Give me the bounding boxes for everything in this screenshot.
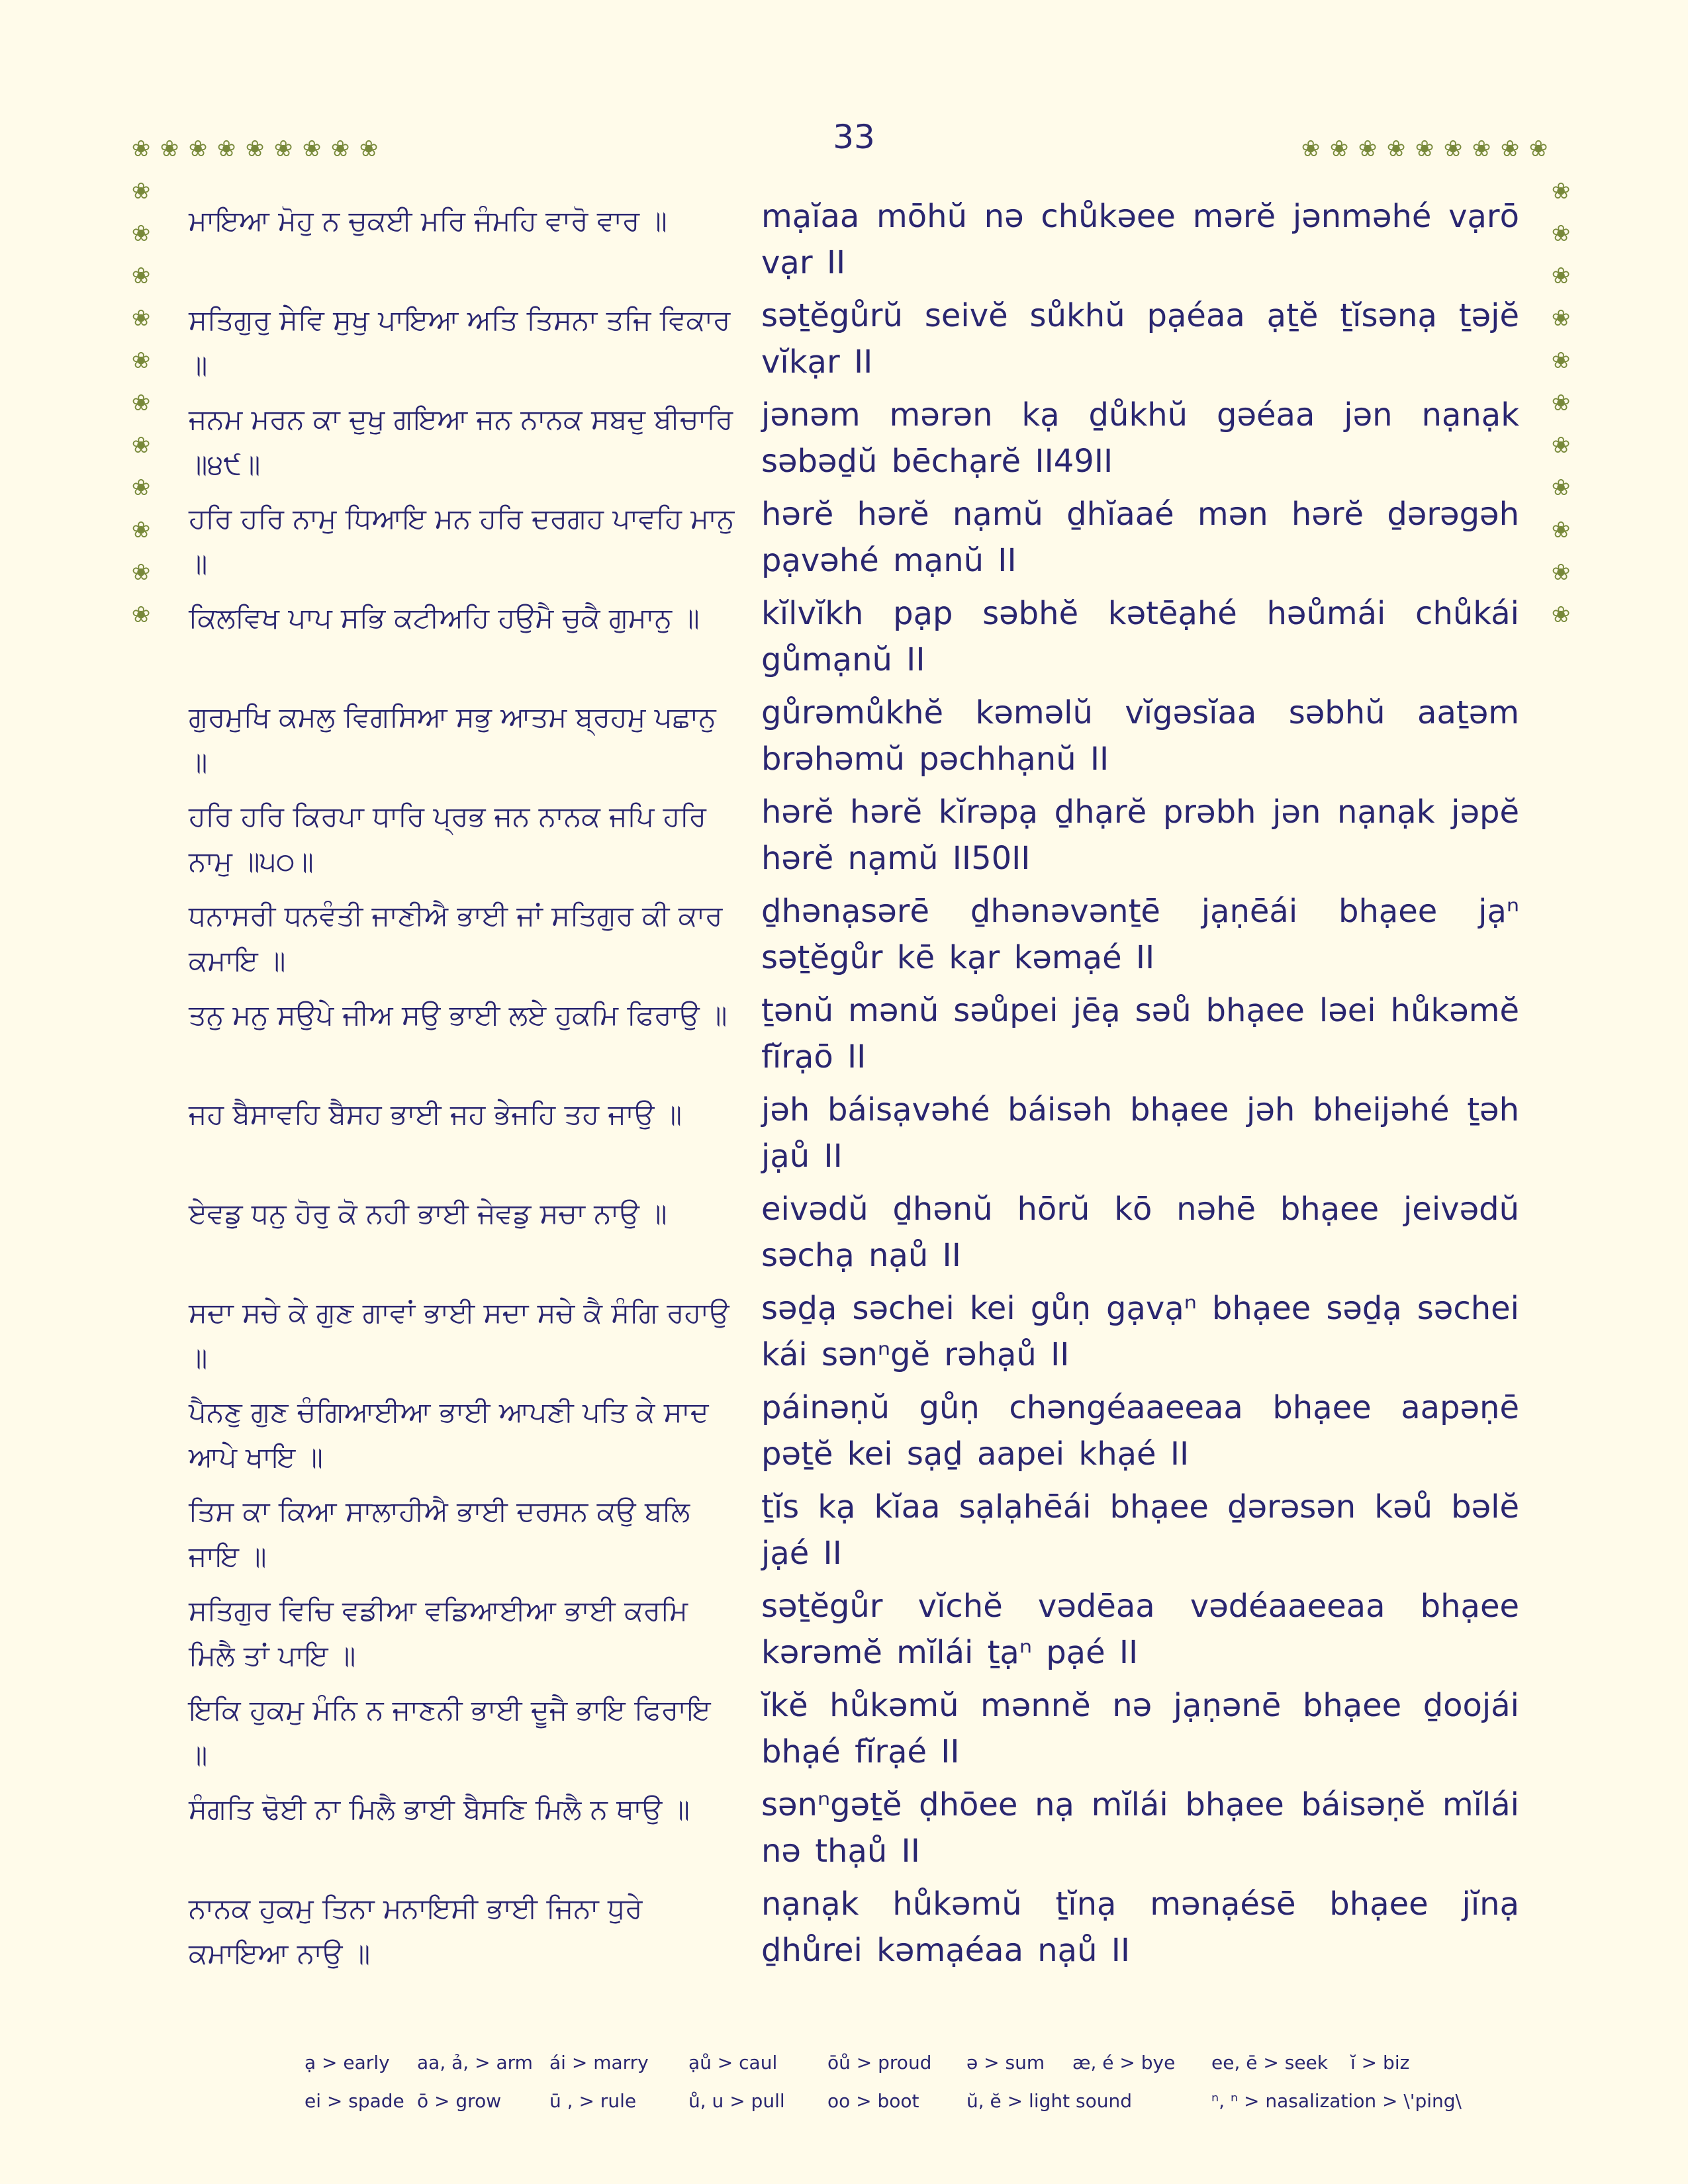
- flower-icon: ❀: [1551, 347, 1571, 374]
- flower-icon: ❀: [1551, 220, 1571, 247]
- flower-icon: ❀: [1472, 136, 1491, 162]
- flower-icon: ❀: [131, 178, 151, 205]
- transliteration-text: hərĕ hərĕ kĭrəpạ ḏhạrĕ prəbh jən nạnạk jəpĕ hərĕ nạmŭ II50II: [761, 794, 1519, 877]
- legend-item: ů, u > pull: [688, 2089, 785, 2112]
- gurmukhi-text: ਜਨਮ ਮਰਨ ਕਾ ਦੁਖੁ ਗਇਆ ਜਨ ਨਾਨਕ ਸਬਦੁ ਬੀਚਾਰਿ ॥੪੯॥: [189, 403, 733, 480]
- flower-icon: ❀: [1551, 559, 1571, 586]
- gurmukhi-text: ਪੈਨਣੁ ਗੁਣ ਚੰਗਿਆਈਆ ਭਾਈ ਆਪਣੀ ਪਤਿ ਕੇ ਸਾਦ ਆਪੇ ਖਾਇ ॥: [189, 1396, 709, 1473]
- verse-row: [189, 987, 1519, 1087]
- transliteration-text: səṯĕgůr vĭchĕ vədēaa vədéaaeeaa bhạee kərəmĕ mĭlái ṯạⁿ pạé II: [761, 1588, 1519, 1671]
- flower-icon: ❀: [359, 136, 379, 162]
- flower-icon: ❀: [188, 136, 208, 162]
- verse-row: [189, 392, 1519, 491]
- legend-item: oo > boot: [827, 2089, 919, 2112]
- flower-icon: ❀: [1551, 602, 1571, 628]
- flower-icon: ❀: [131, 347, 151, 374]
- page-number: 33: [833, 118, 875, 156]
- flower-icon: ❀: [131, 305, 151, 332]
- verse-row: [189, 1285, 1519, 1385]
- transliteration-text: nạnạk hůkəmŭ ṯĭnạ mənạésē bhạee jĭnạ ḏhůrei kəmạéaa nạů II: [761, 1886, 1519, 1969]
- verse-row: [189, 888, 1519, 987]
- flower-icon: ❀: [330, 136, 350, 162]
- gurmukhi-text: ਧਨਾਸਰੀ ਧਨਵੰਤੀ ਜਾਣੀਐ ਭਾਈ ਜਾਂ ਸਤਿਗੁਰ ਕੀ ਕਾਰ ਕਮਾਇ ॥: [189, 899, 723, 977]
- flower-icon: ❀: [131, 390, 151, 416]
- transliteration-text: sənⁿgəṯĕ ḍhōee nạ mĭlái bhạee báisəṇĕ mĭlái nə thạů II: [761, 1786, 1519, 1870]
- gurmukhi-text: ਜਹ ਬੈਸਾਵਹਿ ਬੈਸਹ ਭਾਈ ਜਹ ਭੇਜਹਿ ਤਹ ਜਾਉ ॥: [189, 1098, 682, 1130]
- gurmukhi-text: ਸਦਾ ਸਚੇ ਕੇ ਗੁਣ ਗਾਵਾਂ ਭਾਈ ਸਦਾ ਸਚੇ ਕੈ ਸੰਗਿ ਰਹਾਉ ॥: [189, 1297, 729, 1374]
- legend-item: ŭ, ĕ > light sound: [966, 2089, 1132, 2112]
- transliteration-text: ḏhənạsərē ḏhənəvənṯē jạṇēái bhạee jạⁿ səṯĕgůr kē kạr kəmạé II: [761, 893, 1519, 976]
- gurmukhi-text: ਗੁਰਮੁਖਿ ਕਮਲੁ ਵਿਗਸਿਆ ਸਭੁ ਆਤਮ ਬ੍ਰਹਮੁ ਪਛਾਨੁ ॥: [189, 701, 716, 778]
- verse-row: [189, 1087, 1519, 1186]
- transliteration-text: kĭlvĭkh pạp səbhĕ kətēạhé həůmái chůkái gůmạnŭ II: [761, 595, 1519, 678]
- legend-item: ōů > proud: [827, 2051, 932, 2073]
- gurmukhi-text: ਹਰਿ ਹਰਿ ਨਾਮੁ ਧਿਆਇ ਮਨ ਹਰਿ ਦਰਗਹ ਪਾਵਹਿ ਮਾਨੁ ॥: [189, 502, 735, 580]
- gurmukhi-text: ਏਵਡੁ ਧਨੁ ਹੋਰੁ ਕੋ ਨਹੀ ਭਾਈ ਜੇਵਡੁ ਸਚਾ ਨਾਉ ॥: [189, 1197, 667, 1230]
- legend-item: ĭ > biz: [1350, 2051, 1410, 2073]
- transliteration-text: səṯĕgůrŭ seivĕ sůkhŭ pạéaa ạṯĕ ṯĭsənạ ṯəjĕ vĭkạr II: [761, 297, 1519, 381]
- gurmukhi-text: ਇਕਿ ਹੁਕਮੁ ਮੰਨਿ ਨ ਜਾਣਨੀ ਭਾਈ ਦੂਜੈ ਭਾਇ ਫਿਰਾਇ ॥: [189, 1694, 711, 1771]
- verse-row: [189, 1881, 1519, 1980]
- flower-icon: ❀: [1500, 136, 1520, 162]
- transliteration-text: páinəṇŭ gůṇ chəngéaaeeaa bhạee aapəṇē pəṯĕ kei sạḏ aapei khạé II: [761, 1389, 1519, 1473]
- verse-row: [189, 293, 1519, 392]
- transliteration-text: ṯənŭ mənŭ səůpei jēạ səů bhạee ləei hůkəmĕ fĭrạō II: [761, 992, 1519, 1075]
- gurmukhi-text: ਮਾਇਆ ਮੋਹੁ ਨ ਚੁਕਈ ਮਰਿ ਜੰਮਹਿ ਵਾਰੋ ਵਾਰ ॥: [189, 205, 667, 237]
- transliteration-text: ĭkĕ hůkəmŭ mənnĕ nə jạṇənē bhạee ḏoojái bhạé fĭrạé II: [761, 1687, 1519, 1770]
- legend-item: ạů > caul: [688, 2051, 778, 2073]
- verse-row: [189, 193, 1519, 293]
- gurmukhi-text: ਕਿਲਵਿਖ ਪਾਪ ਸਭਿ ਕਟੀਅਹਿ ਹਉਮੈ ਚੁਕੈ ਗੁਮਾਨੁ ॥: [189, 602, 700, 634]
- legend-item: aa, ả, > arm: [417, 2051, 533, 2073]
- flower-icon: ❀: [216, 136, 236, 162]
- gurmukhi-text: ਸਤਿਗੁਰੁ ਸੇਵਿ ਸੁਖੁ ਪਾਇਆ ਅਤਿ ਤਿਸਨਾ ਤਜਿ ਵਿਕਾਰ ॥: [189, 304, 731, 381]
- flower-icon: ❀: [131, 220, 151, 247]
- transliteration-text: səḏạ səchei kei gůṇ gạvạⁿ bhạee səḏạ səchei kái sənⁿgĕ rəhạů II: [761, 1290, 1519, 1373]
- flower-icon: ❀: [131, 432, 151, 459]
- legend-row-2: [305, 2081, 1462, 2120]
- flower-icon: ❀: [1301, 136, 1321, 162]
- legend-item: æ, é > bye: [1072, 2051, 1176, 2073]
- verse-row: [189, 1186, 1519, 1285]
- flower-icon: ❀: [273, 136, 293, 162]
- pronunciation-legend: [305, 2043, 1462, 2120]
- flower-icon: ❀: [131, 263, 151, 289]
- legend-item: ū , > rule: [549, 2089, 637, 2112]
- verse-list: [189, 193, 1519, 1980]
- flower-icon: ❀: [1415, 136, 1434, 162]
- verse-row: [189, 1782, 1519, 1881]
- verse-row: [189, 1484, 1519, 1583]
- gurmukhi-text: ਸੰਗਤਿ ਢੋਈ ਨਾ ਮਿਲੈ ਭਾਈ ਬੈਸਣਿ ਮਿਲੈ ਨ ਥਾਉ ॥: [189, 1793, 690, 1825]
- flower-icon: ❀: [131, 602, 151, 628]
- transliteration-text: eivədŭ ḏhənŭ hōrŭ kō nəhē bhạee jeivədŭ səchạ nạů II: [761, 1191, 1519, 1274]
- transliteration-text: jənəm mərən kạ ḏůkhŭ gəéaa jən nạnạk səbəḏŭ bēchạrĕ II49II: [761, 396, 1519, 480]
- legend-item: ō > grow: [417, 2089, 502, 2112]
- verse-row: [189, 690, 1519, 789]
- verse-row: [189, 491, 1519, 590]
- flower-icon: ❀: [1551, 263, 1571, 289]
- flower-icon: ❀: [1329, 136, 1349, 162]
- gurmukhi-text: ਤਨੁ ਮਨੁ ਸਉਪੇ ਜੀਅ ਸਉ ਭਾਈ ਲਏ ਹੁਕਮਿ ਫਿਰਾਉ ॥: [189, 999, 727, 1031]
- flower-icon: ❀: [131, 475, 151, 501]
- transliteration-text: gůrəmůkhĕ kəməlŭ vĭgəsĭaa səbhŭ aaṯəm brəhəmŭ pəchhạnŭ II: [761, 694, 1519, 778]
- gurmukhi-text: ਹਰਿ ਹਰਿ ਕਿਰਪਾ ਧਾਰਿ ਪ੍ਰਭ ਜਨ ਨਾਨਕ ਜਪਿ ਹਰਿ ਨਾਮੁ ॥੫੦॥: [189, 800, 706, 878]
- flower-icon: ❀: [1551, 432, 1571, 459]
- flower-icon: ❀: [131, 559, 151, 586]
- verse-row: [189, 1385, 1519, 1484]
- gurmukhi-text: ਨਾਨਕ ਹੁਕਮੁ ਤਿਨਾ ਮਨਾਇਸੀ ਭਾਈ ਜਿਨਾ ਧੁਰੇ ਕਮਾਇਆ ਨਾਉ ॥: [189, 1892, 643, 1970]
- flower-icon: ❀: [131, 136, 151, 162]
- legend-item: ei > spade: [305, 2089, 404, 2112]
- legend-item: ⁿ, ⁿ > nasalization > \'ping\: [1211, 2089, 1462, 2112]
- flower-icon: ❀: [1551, 178, 1571, 205]
- verse-row: [189, 1682, 1519, 1782]
- legend-item: ee, ē > seek: [1211, 2051, 1328, 2073]
- transliteration-text: mạĭaa mōhŭ nə chůkəee mərĕ jənməhé vạrō vạr II: [761, 198, 1519, 281]
- flower-icon: ❀: [1358, 136, 1378, 162]
- flower-icon: ❀: [131, 517, 151, 543]
- verse-row: [189, 789, 1519, 888]
- flower-icon: ❀: [1386, 136, 1406, 162]
- transliteration-text: ṯĭs kạ kĭaa sạlạhēái bhạee ḏərəsən kəů bəlĕ jạé II: [761, 1488, 1519, 1572]
- legend-item: ạ > early: [305, 2051, 390, 2073]
- flower-icon: ❀: [1551, 475, 1571, 501]
- flower-icon: ❀: [1443, 136, 1463, 162]
- flower-icon: ❀: [245, 136, 265, 162]
- verse-row: [189, 1583, 1519, 1682]
- transliteration-text: jəh báisạvəhé báisəh bhạee jəh bheijəhé ṯəh jạů II: [761, 1091, 1519, 1175]
- flower-icon: ❀: [1551, 305, 1571, 332]
- legend-row-1: [305, 2043, 1443, 2081]
- gurmukhi-text: ਤਿਸ ਕਾ ਕਿਆ ਸਾਲਾਹੀਐ ਭਾਈ ਦਰਸਨ ਕਉ ਬਲਿ ਜਾਇ ॥: [189, 1495, 690, 1572]
- flower-icon: ❀: [1551, 390, 1571, 416]
- flower-icon: ❀: [1551, 517, 1571, 543]
- flower-icon: ❀: [302, 136, 322, 162]
- flower-icon: ❀: [160, 136, 179, 162]
- verse-row: [189, 590, 1519, 690]
- transliteration-text: hərĕ hərĕ nạmŭ ḏhĭaaé mən hərĕ ḏərəgəh pạvəhé mạnŭ II: [761, 496, 1519, 579]
- gurmukhi-text: ਸਤਿਗੁਰ ਵਿਚਿ ਵਡੀਆ ਵਡਿਆਈਆ ਭਾਈ ਕਰਮਿ ਮਿਲੈ ਤਾਂ ਪਾਇ ॥: [189, 1594, 688, 1672]
- flower-icon: ❀: [1528, 136, 1548, 162]
- legend-item: ə > sum: [966, 2051, 1045, 2073]
- legend-item: ái > marry: [549, 2051, 649, 2073]
